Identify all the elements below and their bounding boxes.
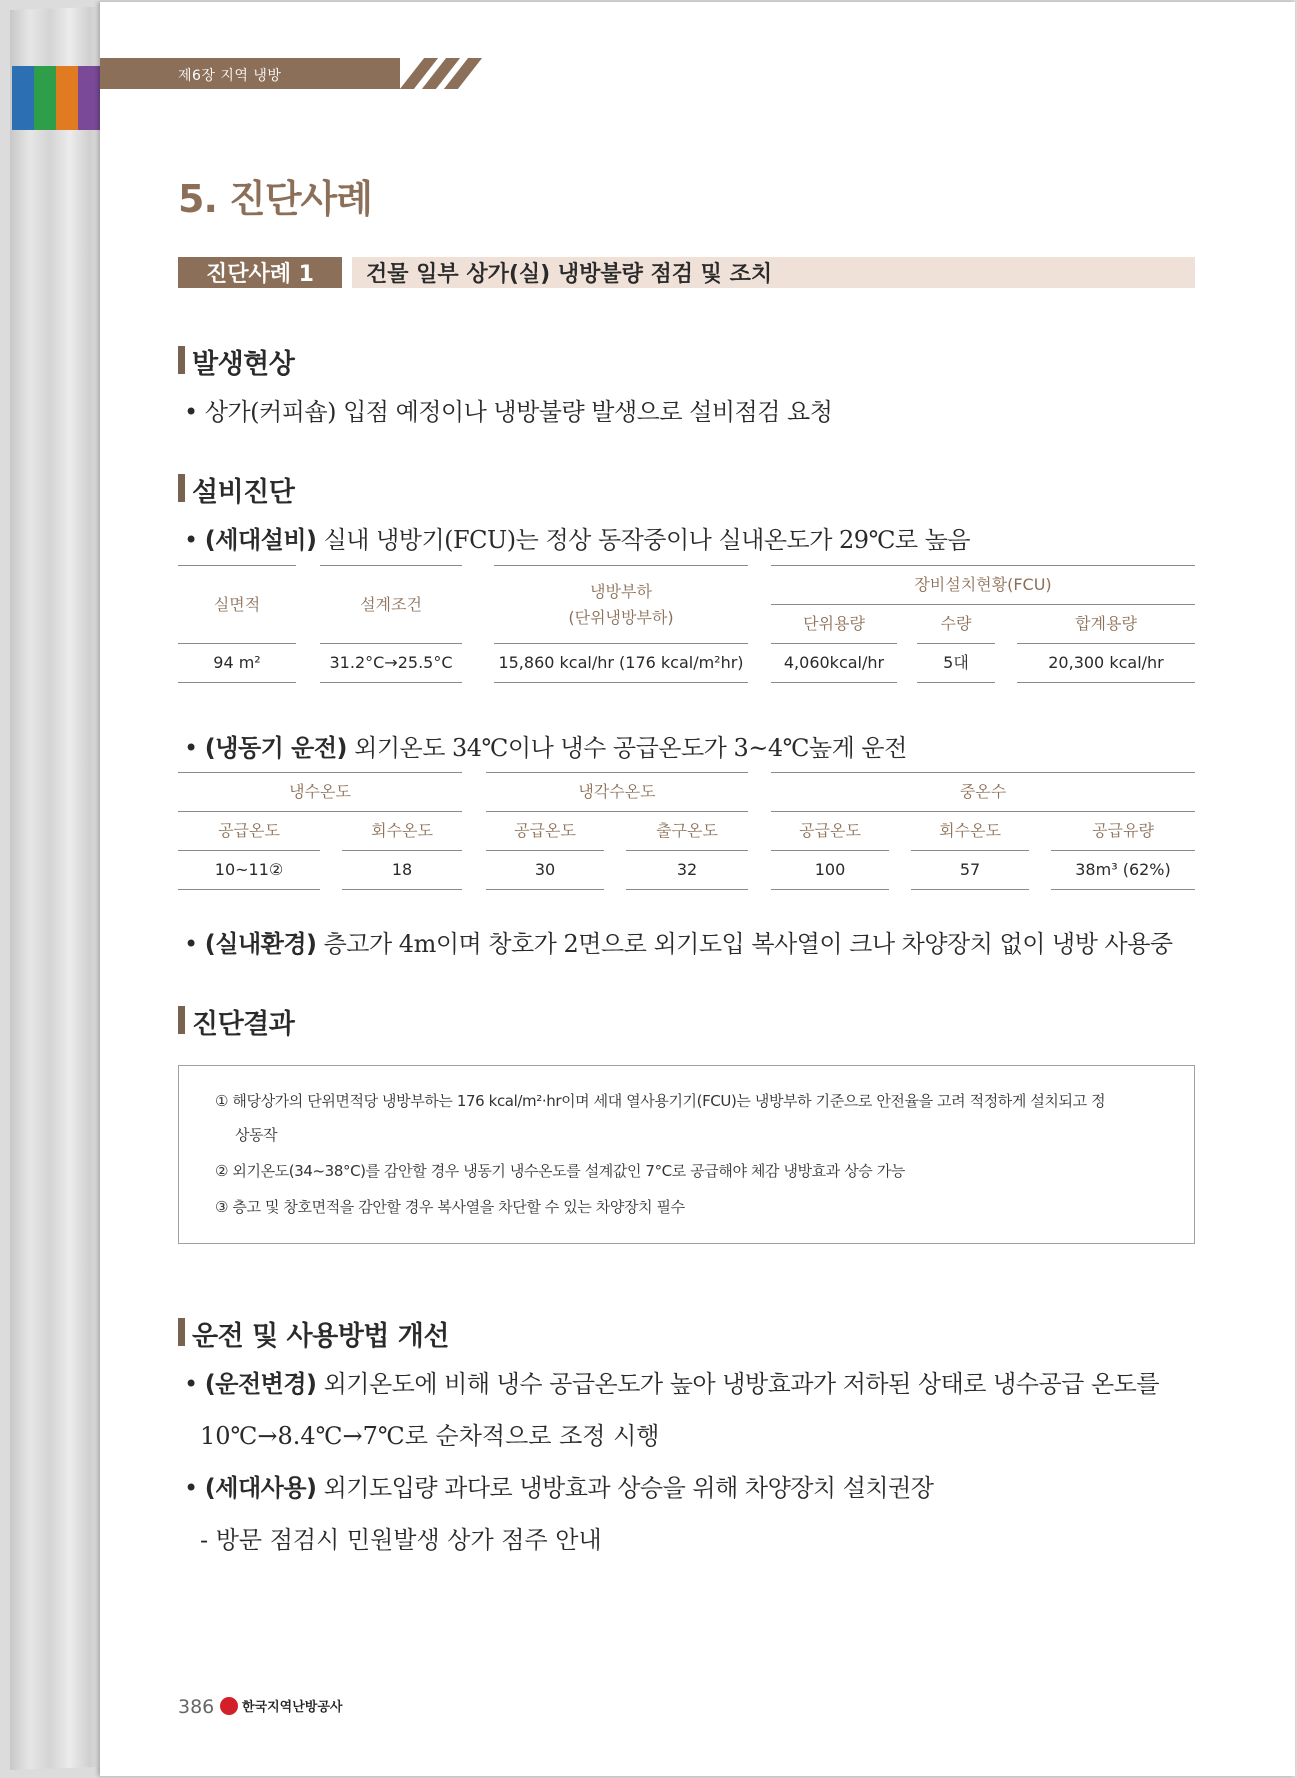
chapter-label: 제6장 지역 냉방: [178, 68, 282, 84]
result-line-1-cont: 상동작: [235, 1126, 278, 1144]
col-header-design: 설계조건: [360, 594, 422, 614]
section-title: 5. 진단사례: [178, 177, 372, 221]
diagnosis-item1: • (세대설비) 실내 냉방기(FCU)는 정상 동작중이나 실내온도가 29℃로 높음: [184, 526, 971, 554]
col-header-total: 합계용량: [1075, 614, 1137, 634]
col-header-return-temp: 회수온도: [371, 821, 433, 841]
diagnosis-item1-text: 실내 냉방기(FCU)는 정상 동작중이나 실내온도가 29℃로 높음: [316, 526, 971, 554]
diagnosis-item3-text: 층고가 4m이며 창호가 2면으로 외기도입 복사열이 크나 차양장치 없이 냉방 사용중: [316, 930, 1173, 958]
col-header-load-sub: (단위냉방부하): [568, 607, 674, 627]
improvement-item2-text: 외기도입량 과다로 냉방효과 상승을 위해 차양장치 설치권장: [316, 1474, 934, 1502]
diagnosis-item3: • (실내환경) 층고가 4m이며 창호가 2면으로 외기도입 복사열이 크나 차양장치 없이 냉방 사용중: [184, 930, 1173, 958]
col-header-unit: 단위용량: [803, 614, 865, 634]
col-header-area: 실면적: [213, 594, 261, 614]
case-label: 진단사례 1: [178, 257, 342, 288]
sun-logo-icon: [220, 1697, 238, 1715]
cell-area: 94 m²: [213, 653, 261, 673]
improvement-item2-sub: - 방문 점검시 민원발생 상가 점주 안내: [200, 1526, 602, 1554]
result-line-1: ① 해당상가의 단위면적당 냉방부하는 176 kcal/m²·hr이며 세대 열사용기기(FCU)는 냉방부하 기준으로 안전율을 고려 적정하게 설치되고 정: [215, 1092, 1106, 1110]
improvement-item2: • (세대사용) 외기도입량 과다로 냉방효과 상승을 위해 차양장치 설치권장: [184, 1474, 934, 1502]
group-cooling-water: 냉각수온도: [578, 782, 656, 802]
diagnosis-heading: 설비진단: [178, 470, 294, 509]
col-header-equip: 장비설치현황(FCU): [914, 575, 1052, 595]
occurrence-heading: 발생현상: [178, 342, 294, 381]
col-header-load: [494, 566, 748, 643]
cell-total: 20,300 kcal/hr: [1048, 653, 1164, 673]
cell-load: 15,860 kcal/hr (176 kcal/m²hr): [498, 653, 744, 673]
col-header-load-main: 냉방부하: [590, 581, 652, 601]
col-header-outlet-temp: 출구온도: [656, 821, 718, 841]
cell-unit: 4,060kcal/hr: [783, 653, 885, 673]
cell-value: 57: [959, 860, 981, 880]
org-logo: [220, 1696, 342, 1715]
diagnosis-item2-tag: (냉동기 운전): [204, 734, 348, 762]
result-line-3: ③ 층고 및 창호면적을 감안할 경우 복사열을 차단할 수 있는 차양장치 필수: [215, 1198, 685, 1216]
col-header-flow: 공급유량: [1092, 821, 1154, 841]
cell-design: 31.2°C→25.5°C: [329, 653, 453, 673]
result-heading: 진단결과: [178, 1002, 294, 1041]
occurrence-bullet: • 상가(커피숍) 입점 예정이나 냉방불량 발생으로 설비점검 요청: [184, 398, 833, 426]
col-header-supply-temp: 공급온도: [799, 821, 861, 841]
group-chilled-water: 냉수온도: [289, 782, 351, 802]
improvement-item1-cont: 10℃→8.4℃→7℃로 순차적으로 조정 시행: [200, 1422, 660, 1450]
improvement-item1: • (운전변경) 외기온도에 비해 냉수 공급온도가 높아 냉방효과가 저하된 상태로 냉수공급 온도를: [184, 1370, 1160, 1398]
chapter-color-tabs: [12, 66, 100, 130]
group-medium-water: 중온수: [959, 782, 1007, 802]
improvement-item1-text: 외기온도에 비해 냉수 공급온도가 높아 냉방효과가 저하된 상태로 냉수공급 온도를: [316, 1370, 1160, 1398]
col-header-qty: 수량: [940, 614, 972, 634]
improvement-item2-tag: (세대사용): [204, 1474, 317, 1502]
col-header-return-temp: 회수온도: [939, 821, 1001, 841]
col-header-supply-temp: 공급온도: [218, 821, 280, 841]
occurrence-text: 상가(커피숍) 입점 예정이나 냉방불량 발생으로 설비점검 요청: [204, 398, 833, 426]
document-page: [100, 2, 1295, 1776]
cell-value: 30: [534, 860, 556, 880]
book-page-edges: [10, 7, 110, 1770]
improvement-item1-tag: (운전변경): [204, 1370, 317, 1398]
page-number: 386: [178, 1696, 215, 1718]
diagnosis-item2: • (냉동기 운전) 외기온도 34℃이나 냉수 공급온도가 3~4℃높게 운전: [184, 734, 907, 762]
diagnosis-item3-tag: (실내환경): [204, 930, 317, 958]
result-line-2: ② 외기온도(34~38°C)를 감안할 경우 냉동기 냉수온도를 설계값인 7°C로 공급해야 체감 냉방효과 상승 가능: [215, 1162, 905, 1180]
cell-value: 32: [676, 860, 698, 880]
col-header-supply-temp: 공급온도: [514, 821, 576, 841]
cell-value: 100: [814, 860, 846, 880]
result-box: [178, 1065, 1195, 1244]
org-name: 한국지역난방공사: [242, 1700, 343, 1715]
cell-value: 38m³ (62%): [1075, 860, 1171, 880]
improvement-heading: 운전 및 사용방법 개선: [178, 1314, 449, 1353]
cell-qty: 5대: [943, 653, 969, 673]
diagnosis-item1-tag: (세대설비): [204, 526, 317, 554]
cell-value: 10~11②: [214, 860, 284, 880]
case-title: 건물 일부 상가(실) 냉방불량 점검 및 조치: [352, 257, 1195, 288]
diagnosis-item2-text: 외기온도 34℃이나 냉수 공급온도가 3~4℃높게 운전: [347, 734, 907, 762]
cell-value: 18: [391, 860, 413, 880]
